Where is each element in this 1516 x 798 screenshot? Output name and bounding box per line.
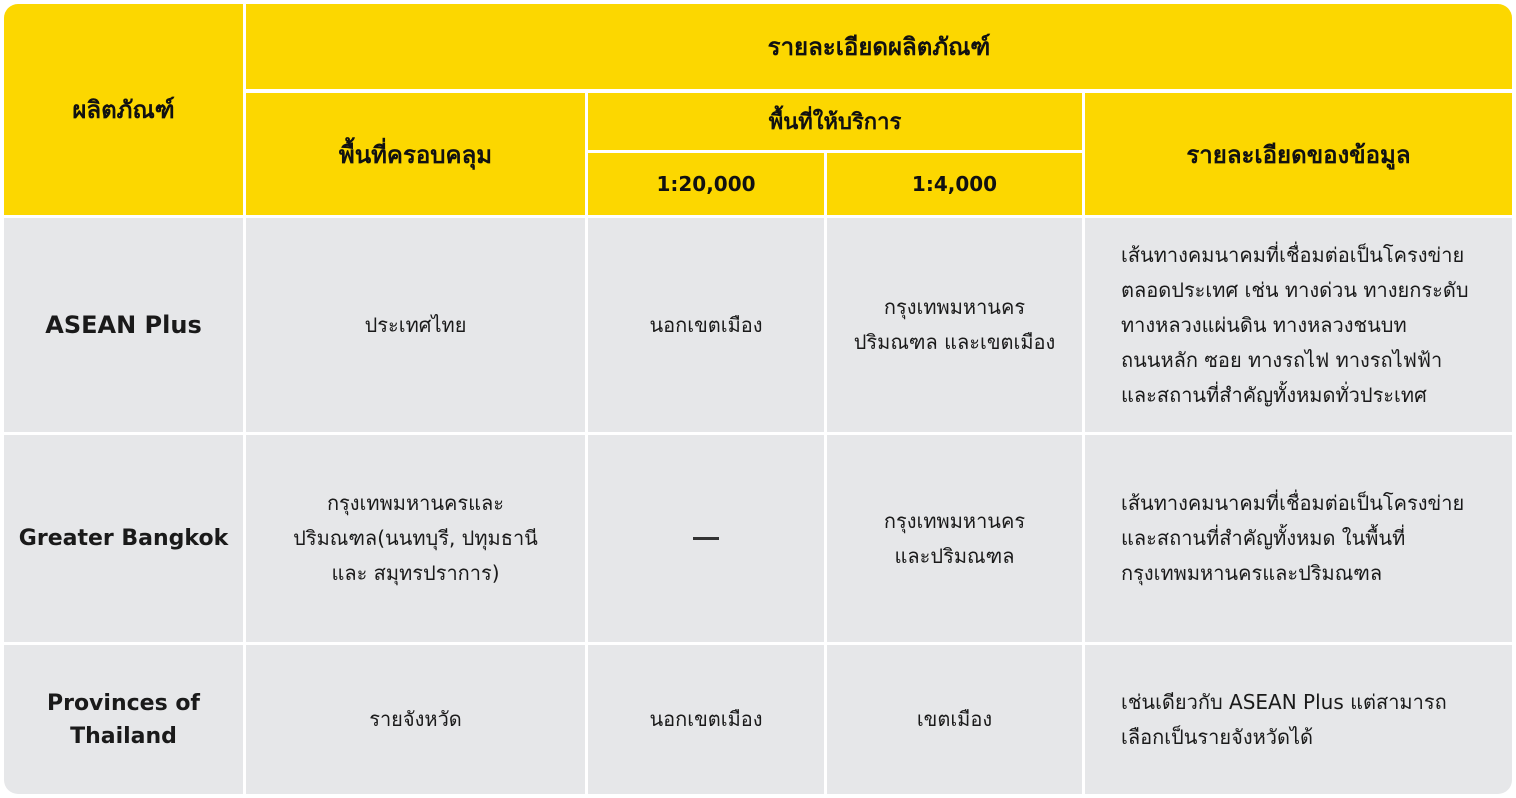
row-3-product-line-2: Thailand — [70, 723, 177, 749]
header-scale-2 — [827, 153, 1082, 215]
row-3-scale-1 — [588, 645, 824, 794]
header-product-details-label: รายละเอียดผลิตภัณฑ์ — [767, 33, 991, 61]
row-1-scale-2 — [827, 218, 1082, 432]
header-coverage-area-label: พื้นที่ครอบคลุม — [338, 140, 493, 169]
row-2-details-line-1: เส้นทางคมนาคมที่เชื่อมต่อเป็นโครงข่าย — [1121, 491, 1465, 515]
header-data-details-label: รายละเอียดของข้อมูล — [1186, 140, 1411, 169]
row-2-coverage-line-2: ปริมณฑล(นนทบุรี, ปทุมธานี — [293, 526, 538, 550]
header-product-details — [246, 4, 1512, 89]
row-1-scale-2-line-2: ปริมณฑล และเขตเมือง — [853, 330, 1056, 354]
row-3-coverage-text: รายจังหวัด — [369, 707, 462, 731]
row-1-details-line-1: เส้นทางคมนาคมที่เชื่อมต่อเป็นโครงข่าย — [1121, 242, 1465, 267]
row-1-details-text — [1121, 238, 1469, 413]
header-service-area-label: พื้นที่ให้บริการ — [768, 110, 902, 135]
row-2-scale-2-line-1: กรุงเทพมหานคร — [883, 508, 1026, 533]
row-1-details — [1085, 218, 1512, 432]
row-3-scale-1-text: นอกเขตเมือง — [649, 707, 763, 731]
row-2-details-line-3: กรุงเทพมหานครและปริมณฑล — [1121, 561, 1383, 585]
header-data-details — [1085, 93, 1512, 215]
row-2-details-text — [1121, 486, 1464, 591]
row-3-details-line-2: เลือกเป็นรายจังหวัดได้ — [1121, 724, 1314, 749]
header-product-label: ผลิตภัณฑ์ — [72, 96, 175, 124]
header-scale-1-label: 1:20,000 — [656, 172, 756, 196]
row-1-coverage — [246, 218, 585, 432]
header-service-area — [588, 93, 1082, 150]
row-1-coverage-text: ประเทศไทย — [364, 312, 467, 337]
product-table — [4, 4, 1512, 794]
row-2-scale-2-line-2: และปริมณฑล — [894, 543, 1015, 568]
row-3-details — [1085, 645, 1512, 794]
row-1-product — [4, 218, 243, 432]
row-3-scale-2 — [827, 645, 1082, 794]
row-1-details-line-3: ทางหลวงแผ่นดิน ทางหลวงชนบท — [1121, 312, 1407, 337]
row-1-scale-2-line-1: กรุงเทพมหานคร — [883, 295, 1026, 319]
row-1-details-line-5: และสถานที่สำคัญทั้งหมดทั่วประเทศ — [1121, 382, 1427, 407]
row-2-product-label: Greater Bangkok — [18, 526, 229, 551]
row-2-product — [4, 435, 243, 642]
row-2-scale-1 — [588, 435, 824, 642]
row-3-product-line-1: Provinces of — [46, 690, 201, 716]
header-scale-2-label: 1:4,000 — [911, 172, 998, 196]
row-2-details — [1085, 435, 1512, 642]
row-2-details-line-2: และสถานที่สำคัญทั้งหมด ในพื้นที่ — [1121, 526, 1406, 550]
row-1-product-label: ASEAN Plus — [45, 310, 202, 339]
row-3-scale-2-text: เขตเมือง — [916, 707, 993, 731]
empty-dash-icon — [693, 537, 719, 540]
row-3-details-line-1: เช่นเดียวกับ ASEAN Plus แต่สามารถ — [1121, 689, 1447, 714]
row-1-details-line-2: ตลอดประเทศ เช่น ทางด่วน ทางยกระดับ — [1121, 277, 1469, 302]
header-scale-1 — [588, 153, 824, 215]
row-2-coverage-line-1: กรุงเทพมหานครและ — [326, 491, 505, 515]
row-2-coverage-line-3: และ สมุทรปราการ) — [331, 561, 500, 585]
row-3-coverage — [246, 645, 585, 794]
header-product — [4, 4, 243, 215]
header-coverage-area — [246, 93, 585, 215]
row-1-scale-1-text: นอกเขตเมือง — [649, 312, 763, 337]
row-3-product — [4, 645, 243, 794]
row-2-coverage — [246, 435, 585, 642]
row-3-details-text — [1121, 685, 1447, 755]
row-2-scale-2 — [827, 435, 1082, 642]
row-1-scale-1 — [588, 218, 824, 432]
row-1-details-line-4: ถนนหลัก ซอย ทางรถไฟ ทางรถไฟฟ้า — [1121, 347, 1443, 372]
